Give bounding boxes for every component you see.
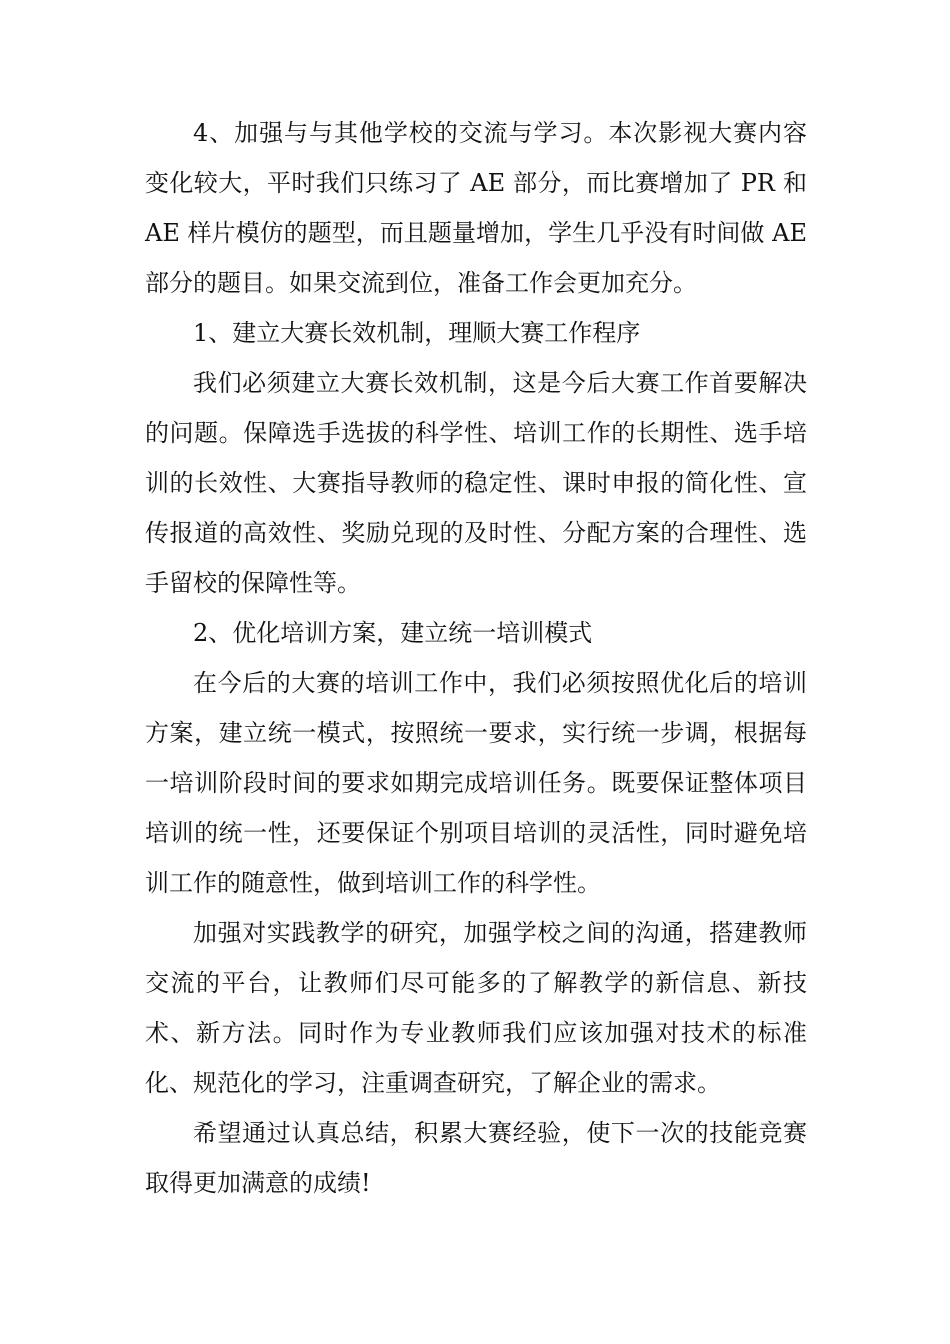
paragraph-exchange-learning: 4、加强与与其他学校的交流与学习。本次影视大赛内容变化较大，平时我们只练习了 AE 部分，而比赛增加了 PR 和 AE 样片模仿的题型，而且题量增加，学生几乎没有时间做 AE 部分的题目。如果交流到位，准备工作会更加充分。 — [145, 119, 807, 297]
paragraph-long-term-mechanism: 我们必须建立大赛长效机制，这是今后大赛工作首要解决的问题。保障选手选拔的科学性、培训工作的长期性、选手培训的长效性、大赛指导教师的稳定性、课时申报的简化性、宣传报道的高效性、奖励兑现的及时性、分配方案的合理性、选手留校的保障性等。 — [145, 369, 807, 597]
paragraph-training-plan: 在今后的大赛的培训工作中，我们必须按照优化后的培训方案，建立统一模式，按照统一要求，实行统一步调，根据每一培训阶段时间的要求如期完成培训任务。既要保证整体项目培训的统一性，还要保证个别项目培训的灵活性，同时避免培训工作的随意性，做到培训工作的科学性。 — [145, 669, 807, 897]
heading-training-plan: 2、优化培训方案，建立统一培训模式 — [193, 619, 593, 647]
document-body — [145, 108, 807, 1208]
heading-long-term-mechanism: 1、建立大赛长效机制，理顺大赛工作程序 — [193, 319, 641, 347]
paragraph-conclusion: 希望通过认真总结，积累大赛经验，使下一次的技能竞赛取得更加满意的成绩! — [145, 1119, 807, 1197]
paragraph-practice-research: 加强对实践教学的研究，加强学校之间的沟通，搭建教师交流的平台，让教师们尽可能多的了解教学的新信息、新技术、新方法。同时作为专业教师我们应该加强对技术的标准化、规范化的学习，注重调查研究，了解企业的需求。 — [145, 919, 807, 1097]
